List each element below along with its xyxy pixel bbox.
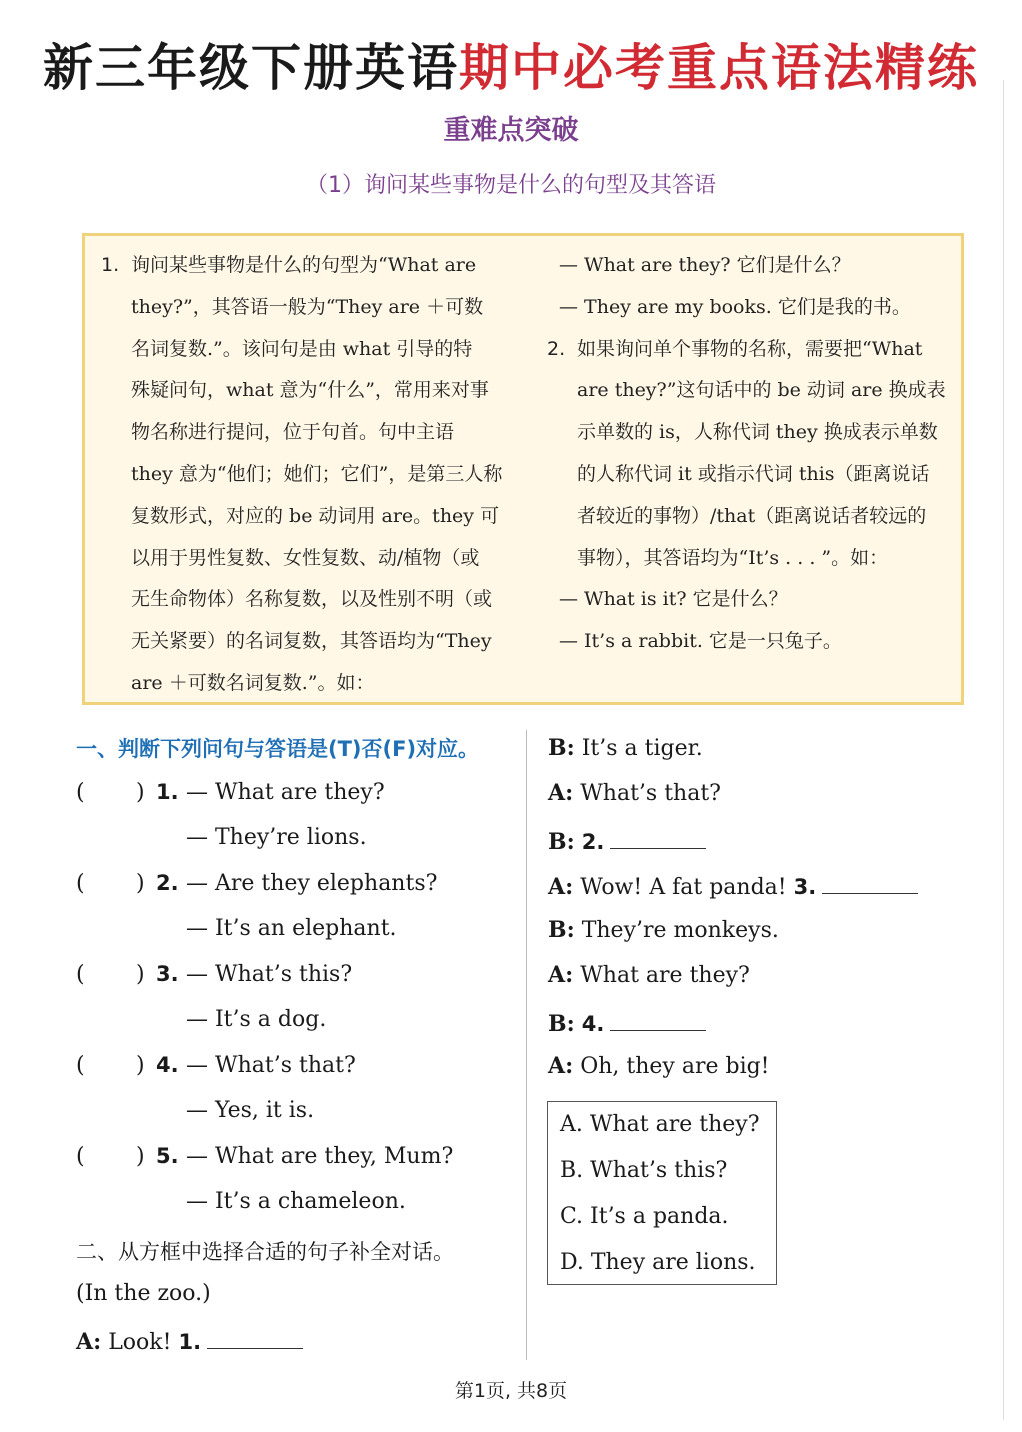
info-line: 的人称代词 it 或指示代词 this（距离说话 — [577, 462, 930, 485]
tf-item — [76, 1053, 516, 1144]
item-answer: — It’s a chameleon. — [186, 1189, 406, 1214]
dialogue-text: Look! — [101, 1330, 179, 1355]
dialogue-text: Wow! A fat panda! — [573, 875, 794, 900]
blank-number: 4. — [581, 1012, 605, 1036]
speaker-label: B: — [548, 917, 575, 943]
item-number: 4. — [156, 1053, 179, 1077]
answer-paren-close: ) — [136, 1053, 145, 1078]
dialogue-line — [548, 780, 721, 806]
tf-item — [76, 962, 516, 1053]
info-line: 殊疑问句，what 意为“什么”，常用来对事 — [131, 379, 489, 402]
column-divider — [526, 730, 527, 1360]
answer-paren-open[interactable]: ( — [76, 962, 85, 987]
answer-paren-open[interactable]: ( — [76, 780, 85, 805]
item-answer: — It’s a dog. — [186, 1007, 327, 1032]
item-question: — What are they? — [186, 780, 385, 805]
speaker-label: B: — [548, 829, 575, 855]
blank-number: 3. — [793, 875, 817, 899]
answer-paren-open[interactable]: ( — [76, 1144, 85, 1169]
item-question: — What are they, Mum? — [186, 1144, 454, 1169]
example-question: — What is it? 它是什么？ — [559, 588, 788, 611]
info-line: 询问某些事物是什么的句型为“What are — [131, 254, 477, 276]
speaker-label: B: — [548, 1011, 575, 1037]
answer-paren-close: ) — [136, 871, 145, 896]
dialogue-context: (In the zoo.) — [76, 1281, 211, 1306]
dialogue-text: They’re monkeys. — [574, 918, 779, 943]
item-answer: — Yes, it is. — [186, 1098, 315, 1123]
grammar-info-box — [82, 233, 964, 705]
options-box — [547, 1101, 777, 1285]
dialogue-line — [548, 962, 750, 988]
dialogue-line — [548, 1053, 770, 1079]
option-d: D. They are lions. — [560, 1250, 756, 1275]
title-part-red: 期中必考重点语法精练 — [459, 39, 979, 97]
info-paragraph-1 — [101, 245, 511, 705]
info-line: 如果询问单个事物的名称，需要把“What — [577, 337, 923, 360]
item-number: 3. — [156, 962, 179, 986]
speaker-label: A: — [548, 874, 574, 900]
info-line: 无关紧要）的名词复数，其答语均为“They — [131, 630, 492, 653]
answer-paren-close: ) — [136, 962, 145, 987]
dialogue-line — [76, 1326, 303, 1355]
page-subtitle: 重难点突破 — [443, 115, 579, 146]
dialogue-line — [548, 735, 703, 761]
dialogue-text: What’s that? — [573, 781, 721, 806]
answer-paren-open[interactable]: ( — [76, 1053, 85, 1078]
answer-blank[interactable] — [207, 1326, 303, 1349]
speaker-label: A: — [548, 962, 574, 988]
info-line: 者较近的事物）/that（距离说话者较远的 — [577, 504, 927, 527]
item-question: — Are they elephants? — [186, 871, 438, 896]
info-line: 物名称进行提问，位于句首。句中主语 — [131, 421, 455, 444]
page-footer: 第1页, 共8页 — [454, 1380, 568, 1402]
dialogue-line — [548, 871, 918, 900]
dialogue-text — [575, 1012, 582, 1037]
dialogue-line — [548, 1008, 706, 1037]
page-title — [0, 36, 1022, 100]
answer-paren-close: ) — [136, 1144, 145, 1169]
blank-number: 1. — [178, 1330, 202, 1354]
item-question: — What’s that? — [186, 1053, 356, 1078]
blank-number: 2. — [581, 830, 605, 854]
paragraph-number: 2. — [547, 337, 566, 360]
item-number: 1. — [156, 780, 179, 804]
info-line: they?”，其答语一般为“They are ＋可数 — [131, 295, 484, 318]
answer-blank[interactable] — [610, 826, 706, 849]
info-line: are ＋可数名词复数.”。如： — [131, 671, 375, 694]
tf-item — [76, 1144, 516, 1235]
dialogue-line — [548, 917, 779, 943]
example-question: — What are they? 它们是什么？ — [559, 254, 851, 276]
speaker-label: B: — [548, 735, 575, 761]
answer-blank[interactable] — [822, 871, 918, 894]
speaker-label: A: — [548, 1053, 574, 1079]
info-line: they 意为“他们；她们；它们”，是第三人称 — [131, 462, 503, 485]
example-answer: — They are my books. 它们是我的书。 — [559, 295, 911, 318]
answer-paren-close: ) — [136, 780, 145, 805]
info-line: 无生命物体）名称复数，以及性别不明（或 — [131, 588, 493, 611]
item-number: 2. — [156, 871, 179, 895]
tf-item — [76, 780, 516, 871]
answer-paren-open[interactable]: ( — [76, 871, 85, 896]
exercise-1-heading: 一、判断下列问句与答语是(T)否(F)对应。 — [76, 737, 480, 761]
dialogue-text: It’s a tiger. — [574, 736, 703, 761]
info-column-right — [547, 245, 959, 663]
section-heading: （1）询问某些事物是什么的句型及其答语 — [306, 173, 716, 198]
info-paragraph-2 — [547, 329, 959, 580]
info-line: 以用于男性复数、女性复数、动/植物（或 — [131, 546, 480, 569]
info-column-left — [101, 245, 511, 705]
dialogue-text: Oh, they are big! — [573, 1054, 770, 1079]
page-edge-line — [1003, 80, 1004, 1420]
exercise-2-heading: 二、从方框中选择合适的句子补全对话。 — [76, 1240, 454, 1264]
tf-item — [76, 871, 516, 962]
option-c: C. It’s a panda. — [560, 1204, 729, 1229]
paragraph-number: 1. — [101, 254, 120, 276]
info-line: 事物），其答语均为“It’s . . . ”。如： — [577, 546, 889, 569]
info-line: are they?”这句话中的 be 动词 are 换成表 — [577, 379, 946, 402]
option-a: A. What are they? — [560, 1112, 760, 1137]
item-answer: — They’re lions. — [186, 825, 367, 850]
dialogue-text: What are they? — [573, 963, 750, 988]
example-answer: — It’s a rabbit. 它是一只兔子。 — [559, 630, 842, 653]
option-b: B. What’s this? — [560, 1158, 728, 1183]
item-number: 5. — [156, 1144, 179, 1168]
item-question: — What’s this? — [186, 962, 353, 987]
item-answer: — It’s an elephant. — [186, 916, 397, 941]
answer-blank[interactable] — [610, 1008, 706, 1031]
info-line: 示单数的 is，人称代词 they 换成表示单数 — [577, 421, 938, 444]
speaker-label: A: — [76, 1329, 102, 1355]
info-line: 复数形式，对应的 be 动词用 are。they 可 — [131, 504, 500, 527]
dialogue-text — [575, 830, 582, 855]
speaker-label: A: — [548, 780, 574, 806]
title-part-black: 新三年级下册英语 — [43, 39, 459, 97]
info-line: 名词复数.”。该问句是由 what 引导的特 — [131, 337, 473, 360]
dialogue-line — [548, 826, 706, 855]
